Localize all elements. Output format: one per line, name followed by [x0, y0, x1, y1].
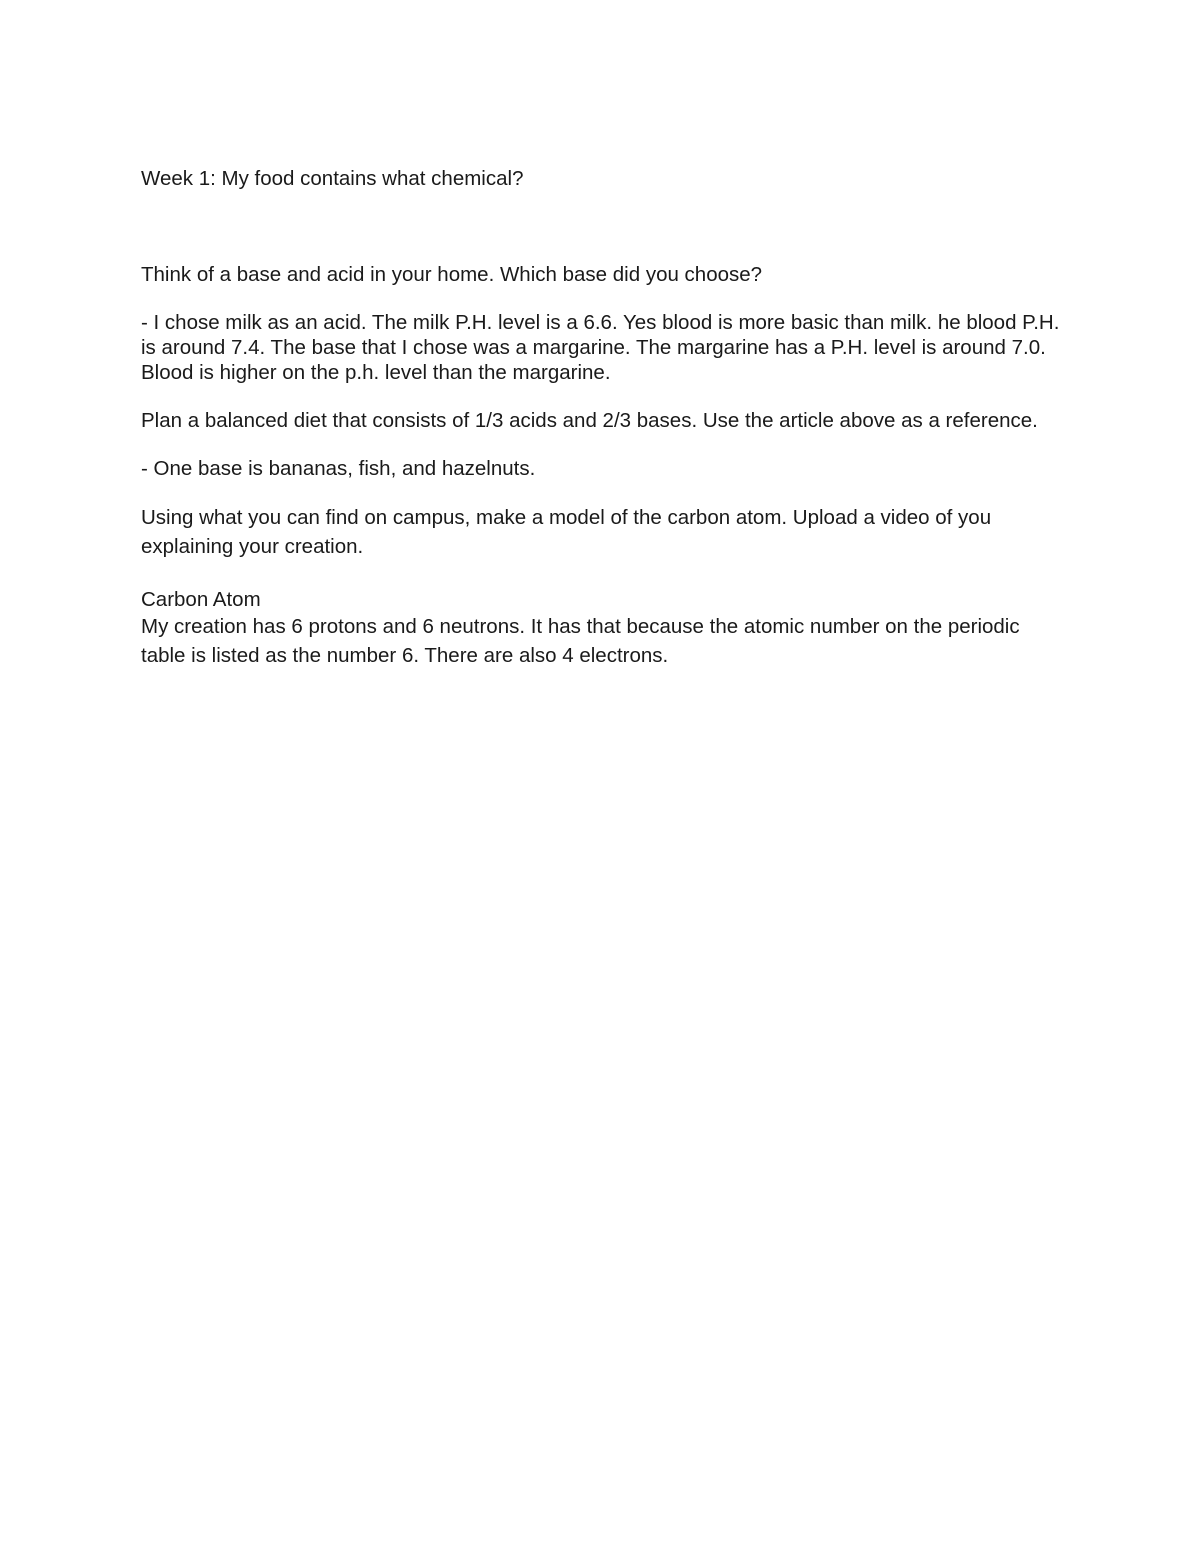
question-carbon-model: Using what you can find on campus, make a model of the carbon atom. Upload a video of you explaining your creation.: [141, 506, 992, 558]
document-title: Week 1: My food contains what chemical?: [141, 167, 524, 190]
answer-acid-base: - I chose milk as an acid. The milk P.H. level is a 6.6. Yes blood is more basic than milk. he blood P.H. is around 7.4. The base that I chose was a margarine. The margarine has a P.H. level is around 7.0. Blood is higher on the p.h. level than the margarine.: [141, 311, 1060, 384]
carbon-atom-description: My creation has 6 protons and 6 neutrons. It has that because the atomic number on the periodic table is listed as the number 6. There are also 4 electrons.: [141, 615, 1020, 667]
document-body: [141, 166, 1061, 670]
carbon-atom-heading: Carbon Atom: [141, 588, 261, 611]
question-balanced-diet: Plan a balanced diet that consists of 1/3 acids and 2/3 bases. Use the article above as a reference.: [141, 409, 1038, 432]
question-acid-base: Think of a base and acid in your home. Which base did you choose?: [141, 263, 763, 286]
answer-balanced-diet: - One base is bananas, fish, and hazelnuts.: [141, 457, 536, 480]
